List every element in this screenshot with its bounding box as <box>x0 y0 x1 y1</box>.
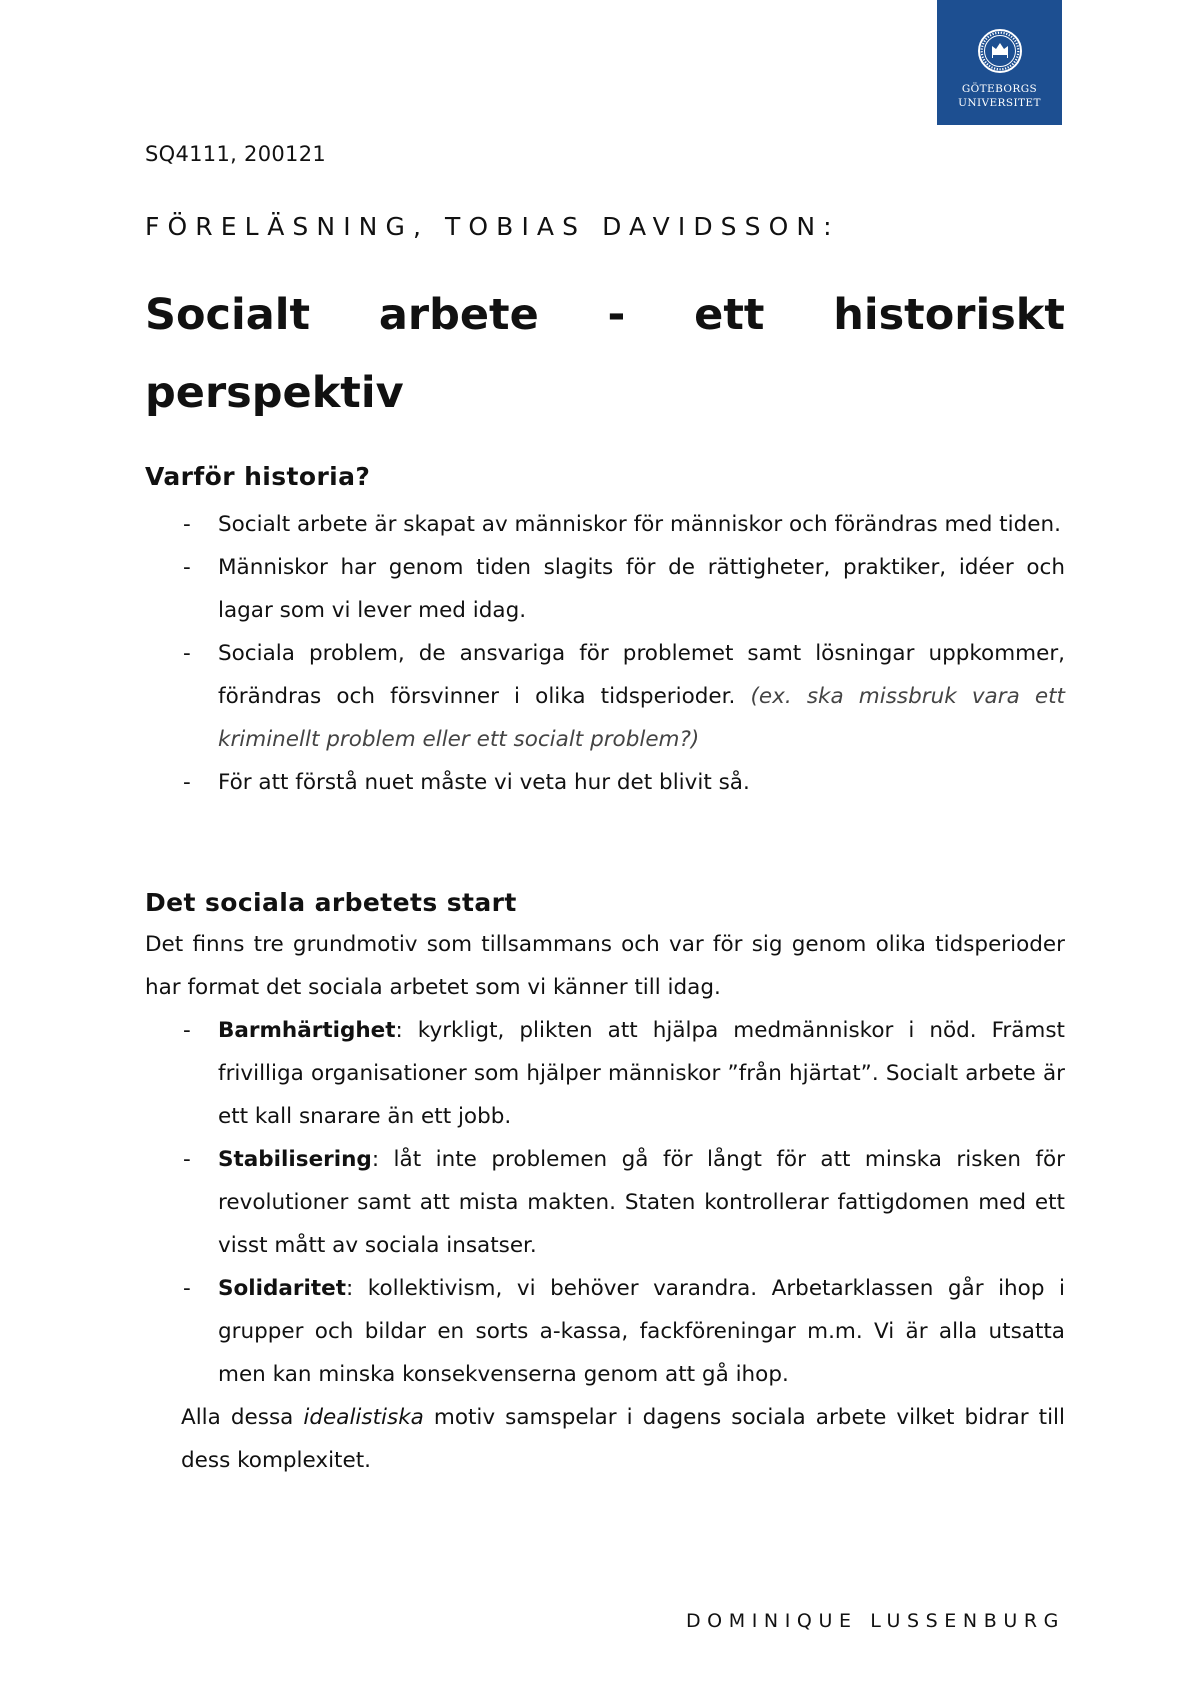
dash-marker: - <box>183 641 191 666</box>
list-item <box>145 761 1065 804</box>
title-line-1 <box>145 276 1065 354</box>
dash-marker: - <box>183 555 191 580</box>
motive-list <box>145 1009 1065 1396</box>
dash-marker: - <box>183 770 191 795</box>
title-line-2: perspektiv <box>145 368 404 418</box>
list-item <box>145 632 1065 761</box>
bullet-list <box>145 503 1065 804</box>
list-item <box>145 1267 1065 1396</box>
intro-paragraph: Det finns tre grundmotiv som tillsammans och var för sig genom olika tidsperioder har format det sociala arbetet som vi känner till idag. <box>145 932 1065 1000</box>
section-heading: Varför historia? <box>145 462 371 491</box>
title-word: ett <box>694 290 765 340</box>
section-why-history <box>145 462 1065 804</box>
list-item <box>145 1138 1065 1267</box>
closing-emphasis: idealistiska <box>303 1405 424 1430</box>
list-item <box>145 1009 1065 1138</box>
section-heading: Det sociala arbetets start <box>145 888 517 917</box>
dash-marker: - <box>183 1147 191 1172</box>
title-word: - <box>607 290 626 340</box>
section-start <box>145 888 1065 1482</box>
list-item <box>145 546 1065 632</box>
dash-marker: - <box>183 512 191 537</box>
dash-marker: - <box>183 1018 191 1043</box>
list-item-term: Stabilisering <box>218 1147 372 1172</box>
list-item-text: : låt inte problemen gå för långt för att minska risken för revolutioner samt att mista makten. Staten kontrollerar fattigdomen med ett visst mått av sociala insatser. <box>218 1147 1065 1258</box>
university-logo <box>937 0 1062 125</box>
list-item-text: Sociala problem, de ansvariga för problemet samt lösningar uppkommer, förändras och försvinner i olika tidsperioder. <box>218 641 1065 709</box>
lecture-heading: FÖRELÄSNING, TOBIAS DAVIDSSON: <box>145 212 840 241</box>
logo-wordmark <box>958 82 1041 110</box>
title-word: arbete <box>378 290 539 340</box>
university-seal-icon <box>977 28 1023 74</box>
list-item-text: : kollektivism, vi behöver varandra. Arbetarklassen går ihop i grupper och bildar en sorts a-kassa, fackföreningar m.m. Vi är alla utsatta men kan minska konsekvenserna genom att gå ihop. <box>218 1276 1065 1387</box>
list-item-text: : kyrkligt, plikten att hjälpa medmänniskor i nöd. Främst frivilliga organisationer som hjälper människor ”från hjärtat”. Socialt arbete är ett kall snarare än ett jobb. <box>218 1018 1065 1129</box>
course-code: SQ4111, 200121 <box>145 142 327 166</box>
footer-author: DOMINIQUE LUSSENBURG <box>685 1610 1065 1632</box>
list-item <box>145 503 1065 546</box>
list-item-term: Solidaritet <box>218 1276 347 1301</box>
title-word: Socialt <box>145 290 311 340</box>
page-title <box>145 276 1065 432</box>
list-item-note: (ex. ska missbruk vara ett kriminellt problem eller ett socialt problem?) <box>218 684 1065 752</box>
logo-line-2: UNIVERSITET <box>958 97 1041 109</box>
dash-marker: - <box>183 1276 191 1301</box>
list-item-term: Barmhärtighet <box>218 1018 396 1043</box>
closing-paragraph <box>145 1396 1065 1482</box>
list-item-text: Människor har genom tiden slagits för de rättigheter, praktiker, idéer och lagar som vi lever med idag. <box>218 555 1065 623</box>
closing-text-start: Alla dessa <box>181 1405 304 1430</box>
list-item-text: För att förstå nuet måste vi veta hur det blivit så. <box>218 770 750 795</box>
list-item-text: Socialt arbete är skapat av människor för människor och förändras med tiden. <box>218 512 1061 537</box>
title-word: historiskt <box>833 290 1065 340</box>
closing-text-end: motiv samspelar i dagens sociala arbete vilket bidrar till dess komplexitet. <box>181 1405 1066 1473</box>
logo-line-1: GÖTEBORGS <box>961 83 1038 95</box>
